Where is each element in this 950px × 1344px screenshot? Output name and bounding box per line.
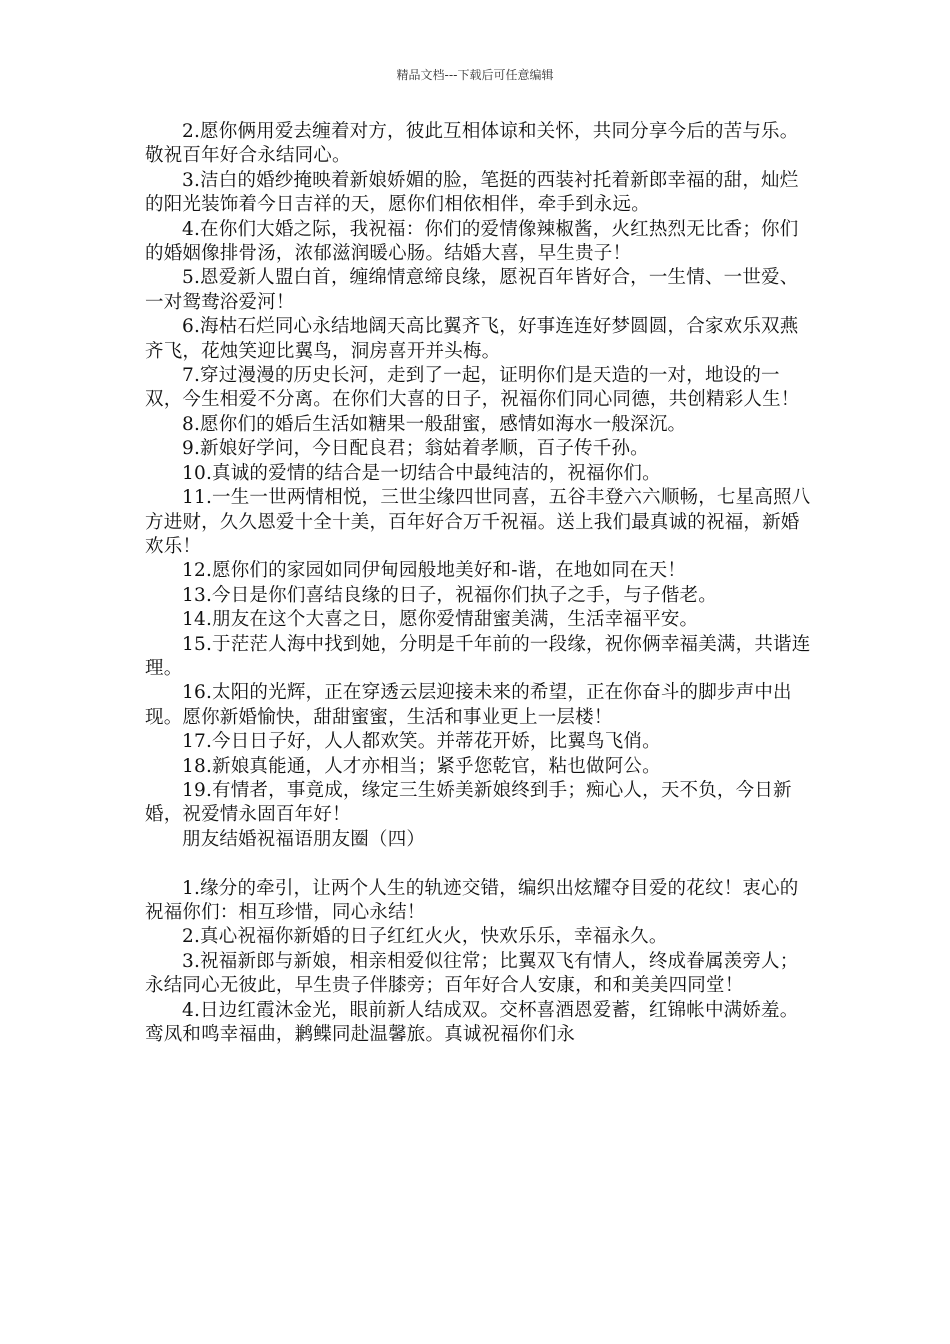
page-header: 精品文档---下载后可任意编辑 <box>396 68 554 82</box>
paragraph: 18.新娘真能通，人才亦相当；紧乎您乾官，粘也做阿公。 <box>182 755 661 777</box>
paragraph: 4.在你们大婚之际，我祝福：你们的爱情像辣椒酱，火红热烈无比香；你们的婚姻像排骨汤，浓郁滋润暖心肠。结婚大喜，早生贵子！ <box>145 218 799 265</box>
paragraph: 2.愿你俩用爱去缠着对方，彼此互相体谅和关怀，共同分享今后的苦与乐。敬祝百年好合永结同心。 <box>145 121 799 167</box>
paragraph: 12.愿你们的家园如同伊甸园般地美好和-谐，在地如同在天！ <box>182 560 686 582</box>
paragraph: 9.新娘好学问，今日配良君；翁姑着孝顺，百子传千孙。 <box>182 438 649 460</box>
document-body <box>145 120 813 1047</box>
paragraph: 1.缘分的牵引，让两个人生的轨迹交错，编织出炫耀夺目爱的花纹！衷心的祝福你们：相互珍惜，同心永结！ <box>145 877 799 923</box>
paragraph: 14.朋友在这个大喜之日，愿你爱情甜蜜美满，生活幸福平安。 <box>182 609 699 631</box>
paragraph: 15.于茫茫人海中找到她，分明是千年前的一段缘，祝你俩幸福美满，共谐连理。 <box>145 633 811 679</box>
paragraph: 8.愿你们的婚后生活如糖果一般甜蜜，感情如海水一般深沉。 <box>182 413 687 435</box>
section-title: 朋友结婚祝福语朋友圈（四） <box>182 828 426 850</box>
paragraph: 5.恩爱新人盟白首，缠绵情意缔良缘，愿祝百年皆好合，一生情、一世爱、一对鸳鸯浴爱河！ <box>145 267 799 313</box>
paragraph: 16.太阳的光辉，正在穿透云层迎接未来的希望，正在你奋斗的脚步声中出现。愿你新婚愉快，甜甜蜜蜜，生活和事业更上一层楼！ <box>145 682 792 728</box>
paragraph: 2.真心祝福你新婚的日子红红火火，快欢乐乐，幸福永久。 <box>182 926 668 948</box>
paragraph: 13.今日是你们喜结良缘的日子，祝福你们执子之手，与子偕老。 <box>182 584 717 606</box>
paragraph: 17.今日日子好，人人都欢笑。并蒂花开娇，比翼鸟飞俏。 <box>182 731 661 753</box>
paragraph: 6.海枯石烂同心永结地阔天高比翼齐飞，好事连连好梦圆圆，合家欢乐双燕齐飞，花烛笑迎比翼鸟，洞房喜开并头梅。 <box>145 316 799 362</box>
paragraph: 10.真诚的爱情的结合是一切结合中最纯洁的，祝福你们。 <box>182 462 661 484</box>
paragraph: 11.一生一世两情相悦，三世尘缘四世同喜，五谷丰登六六顺畅，七星高照八方进财，久久恩爱十全十美，百年好合万千祝福。送上我们最真诚的祝福，新婚欢乐！ <box>145 487 811 557</box>
paragraph: 3.洁白的婚纱掩映着新娘娇媚的脸，笔挺的西装衬托着新郎幸福的甜，灿烂的阳光装饰着今日吉祥的天，愿你们相依相伴，牵手到永远。 <box>145 169 799 216</box>
paragraph: 19.有情者，事竟成，缘定三生娇美新娘终到手；痴心人，天不负，今日新婚，祝爱情永固百年好！ <box>145 779 792 826</box>
paragraph: 7.穿过漫漫的历史长河，走到了一起，证明你们是天造的一对，地设的一双，今生相爱不分离。在你们大喜的日子，祝福你们同心同德，共创精彩人生！ <box>145 365 800 411</box>
paragraph: 3.祝福新郎与新娘，相亲相爱似往常；比翼双飞有情人，终成眷属羡旁人；永结同心无彼此，早生贵子伴膝旁；百年好合人安康，和和美美四同堂！ <box>145 950 799 997</box>
paragraph: 4.日边红霞沐金光，眼前新人结成双。交杯喜酒恩爱蓄，红锦帐中满娇羞。鸾凤和鸣幸福曲，鹣鲽同赴温馨旅。真诚祝福你们永 <box>145 999 799 1046</box>
blank-line <box>145 852 813 876</box>
